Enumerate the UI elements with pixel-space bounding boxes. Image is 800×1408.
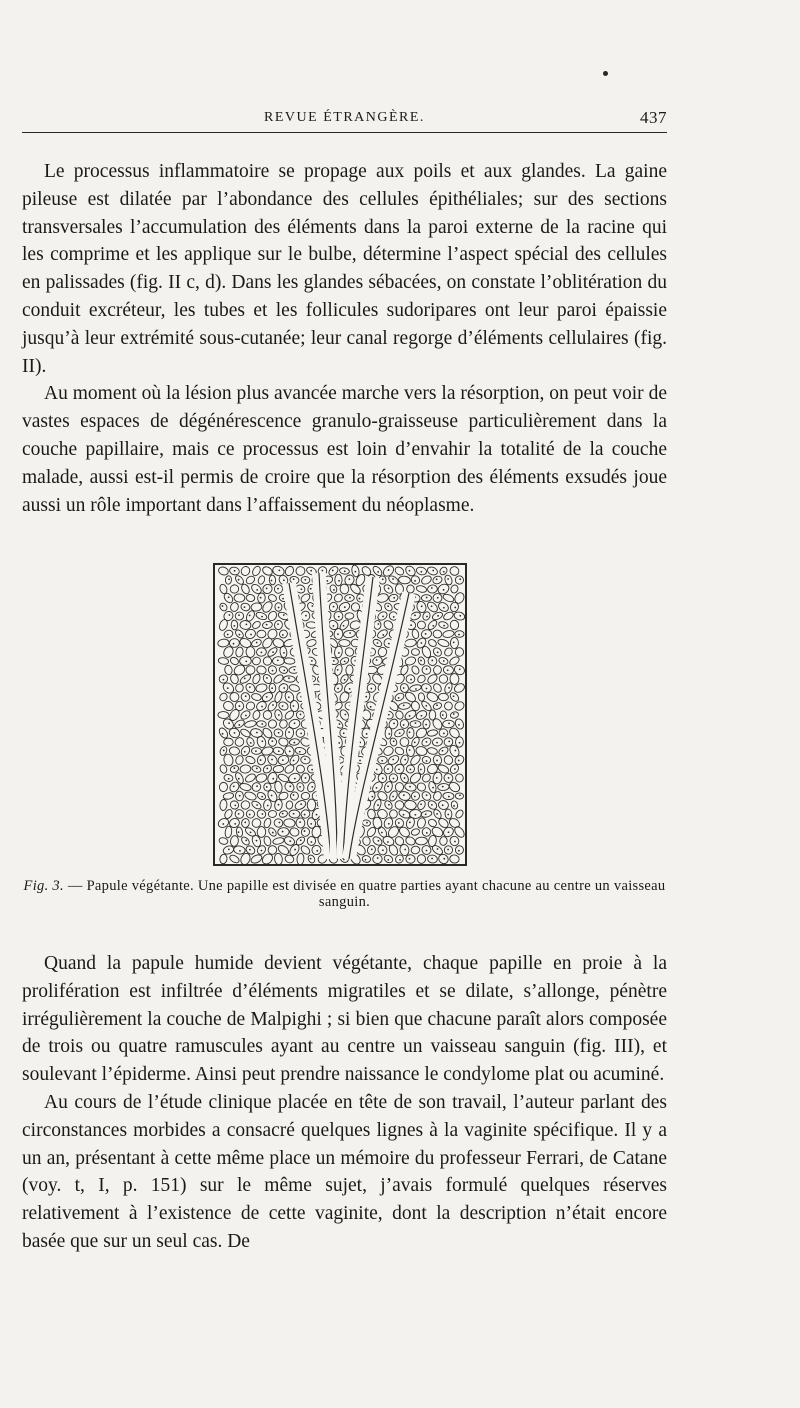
papule-illustration: [213, 563, 467, 866]
paragraph: Le processus inflammatoire se propage aux poils et aux glandes. La gaine pileuse est dilatée par l’abondance des cellules épithéliales; sur des sections transversales l’accumulation des éléments dans la paroi externe de la racine qui les comprime et les applique sur le bulbe, détermine l’aspect spécial des cellules en palissades (fig. II c, d). Dans les glandes sébacées, on constate l’oblitération du conduit excréteur, les tubes et les follicules sudoripares ont leur paroi épaissie jusqu’à leur extrémité sous-cutanée; leur canal regorge d’éléments cellulaires (fig. II).: [22, 161, 667, 377]
paragraph: Au moment où la lésion plus avancée marche vers la résorption, on peut voir de vastes espaces de dégénérescence granulo-graisseuse particulièrement dans la couche papillaire, mais ce processus est loin d’envahir la totalité de la couche malade, aussi est-il permis de croire que la résorption des éléments exsudés joue aussi un rôle important dans l’affaissement du néoplasme.: [22, 383, 667, 516]
running-header: [22, 106, 667, 130]
running-title: REVUE ÉTRANGÈRE.: [264, 110, 425, 125]
figure-caption: [22, 878, 667, 910]
header-rule: [22, 132, 667, 133]
page-number: 437: [640, 108, 667, 127]
paragraph: Au cours de l’étude clinique placée en tête de son travail, l’auteur parlant des circonstances morbides a consacré quelques lignes à la vaginite spécifique. Il y a un an, présentant à cette même place un mémoire du professeur Ferrari, de Catane (voy. t, I, p. 151) sur le même sujet, j’avais formulé quelques réserves relativement à l’existence de cette vaginite, dont la description n’était encore basée que sur un seul cas. De: [22, 1091, 667, 1252]
papule-drawing: [213, 563, 467, 866]
text-block-top: [22, 158, 667, 519]
figure-label: Fig. 3.: [23, 878, 64, 894]
text-block-bottom: [22, 950, 667, 1256]
figure-caption-text: — Papule végétante. Une papille est divisée en quatre parties ayant chacune au centre un vaisseau sanguin.: [63, 878, 666, 910]
paragraph: Quand la papule humide devient végétante, chaque papille en proie à la prolifération est infiltrée d’éléments migratiles et se dilate, s’allonge, pénètre irrégulièrement la couche de Malpighi ; si bien que chacune paraît alors composée de trois ou quatre ramuscules ayant au centre un vaisseau sanguin (fig. III), et soulevant l’épiderme. Ainsi peut prendre naissance le condylome plat ou acuminé.: [22, 953, 667, 1086]
ink-speck: [603, 71, 608, 76]
